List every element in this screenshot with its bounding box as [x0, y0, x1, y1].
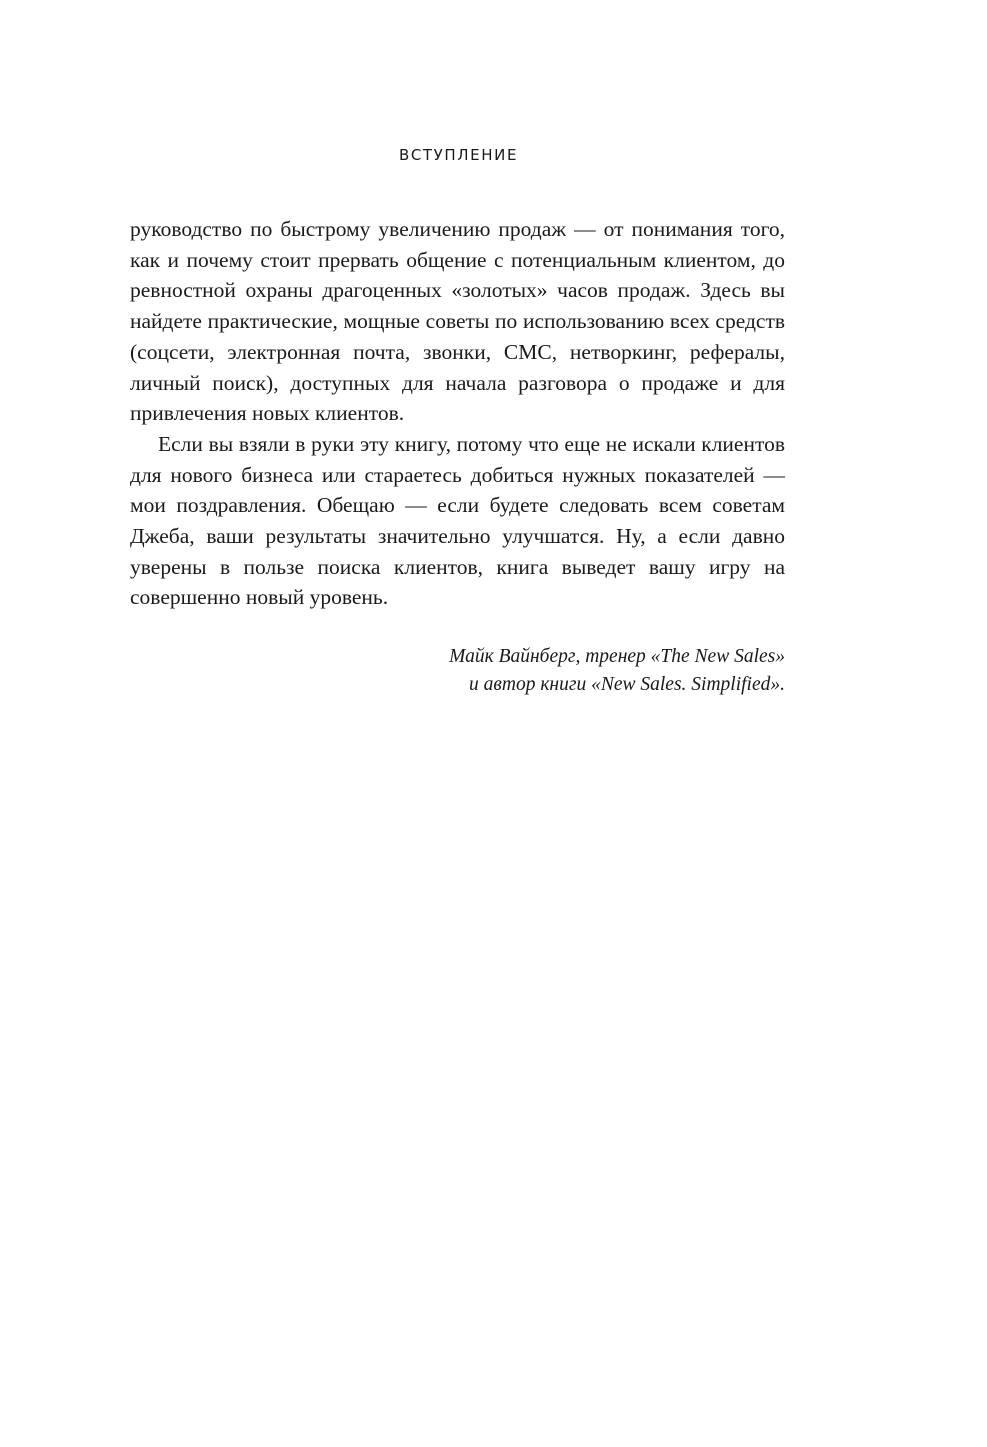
- paragraph: Если вы взяли в руки эту книгу, потому что еще не искали клиентов для нового бизнеса или стараетесь добиться нужных показателей — мои поздравления. Обещаю — если будете следовать всем советам Джеба, ваши результаты значительно улучшатся. Ну, а если давно уверены в пользе поиска клиентов, книга выведет вашу игру на совершенно новый уровень.: [130, 431, 785, 610]
- paragraph-continued: руководство по быстрому увеличению продаж — от понимания того, как и почему стоит прервать общение с потенциальным клиентом, до ревностной охраны драгоценных «золотых» часов продаж. Здесь вы найдете практические, мощные советы по использованию всех средств (соцсети, электронная почта, звонки, СМС, нетворкинг, рефералы, личный поиск), доступных для начала разговора о продаже и для привлечения новых клиентов.: [130, 217, 785, 426]
- running-header: ВСТУПЛЕНИЕ: [398, 146, 519, 164]
- signature-line: Майк Вайнберг, тренер «The New Sales»: [449, 646, 785, 667]
- body-text: [130, 214, 785, 613]
- author-signature: [300, 643, 785, 699]
- signature-line: и автор книги «New Sales. Simplified».: [469, 674, 785, 695]
